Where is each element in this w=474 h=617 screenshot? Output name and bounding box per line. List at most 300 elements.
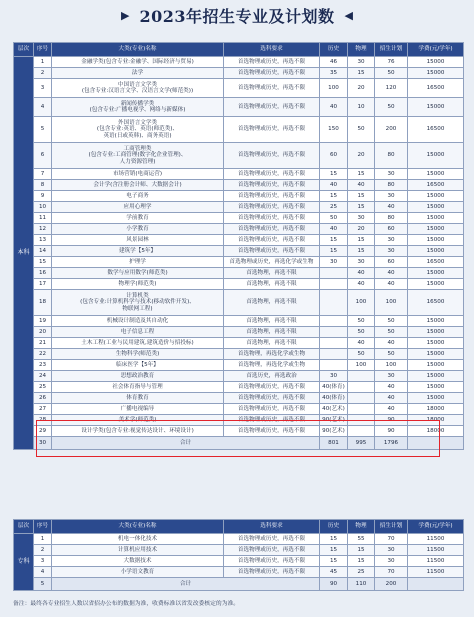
plan-count: 200 <box>375 117 408 143</box>
physics-count: 50 <box>348 349 375 360</box>
history-count <box>320 279 348 290</box>
footnote: 备注：最终各专业招生人数以省招办公布的数据为准，收费标准以省发改委核定的为准。 <box>13 601 240 607</box>
tuition-fee: 15000 <box>408 213 464 224</box>
history-count <box>320 290 348 316</box>
history-count: 40 <box>320 180 348 191</box>
row-number: 5 <box>34 117 52 143</box>
subject-requirement: 首选物理，再选不限 <box>224 268 320 279</box>
major-name: 外国语言文学类 (包含专业:英语、英语(师范类)、 英语(日或英韩)、商务英语) <box>52 117 224 143</box>
tuition-fee <box>408 578 464 591</box>
history-count <box>320 316 348 327</box>
subject-requirement: 首选物理或历史，再选不限 <box>224 57 320 68</box>
subject-requirement: 首选历史，再选政治 <box>224 371 320 382</box>
table-row <box>14 224 464 235</box>
table-row <box>14 290 464 316</box>
page-header <box>0 0 474 30</box>
subject-requirement: 首选物理或历史，再选不限 <box>224 79 320 98</box>
physics-count: 15 <box>348 235 375 246</box>
tuition-fee: 11500 <box>408 567 464 578</box>
physics-count <box>348 404 375 415</box>
major-name: 应用心理学 <box>52 202 224 213</box>
subject-requirement: 首选物理，再选化学或生物 <box>224 349 320 360</box>
column-header: 历史 <box>320 43 348 57</box>
tuition-fee: 18000 <box>408 426 464 437</box>
table-row <box>14 202 464 213</box>
row-number: 21 <box>34 338 52 349</box>
history-count <box>320 268 348 279</box>
tuition-fee: 15000 <box>408 268 464 279</box>
row-number: 29 <box>34 426 52 437</box>
history-count: 150 <box>320 117 348 143</box>
major-name: 小学语文教育 <box>52 567 224 578</box>
tuition-fee: 15000 <box>408 57 464 68</box>
subject-requirement: 首选物理或历史，再选不限 <box>224 393 320 404</box>
table-row <box>14 534 464 545</box>
tuition-fee <box>408 437 464 450</box>
plan-count: 40 <box>375 404 408 415</box>
history-count <box>320 327 348 338</box>
physics-total: 110 <box>348 578 375 591</box>
column-header: 选科要求 <box>224 520 320 534</box>
plan-count: 80 <box>375 213 408 224</box>
major-name: 体育教育 <box>52 393 224 404</box>
plan-count: 60 <box>375 257 408 268</box>
plan-count: 40 <box>375 382 408 393</box>
tuition-fee: 15000 <box>408 169 464 180</box>
physics-count: 40 <box>348 279 375 290</box>
major-name: 金融学类(包含专业:金融学、国际经济与贸易) <box>52 57 224 68</box>
tuition-fee: 16500 <box>408 257 464 268</box>
column-header: 层次 <box>14 520 34 534</box>
history-count: 15 <box>320 534 348 545</box>
row-number: 12 <box>34 224 52 235</box>
history-count <box>320 338 348 349</box>
history-count: 30 <box>320 371 348 382</box>
major-name: 设计学类(包含专业:视觉传达设计、环境设计) <box>52 426 224 437</box>
major-name: 中国语言文学类 (包含专业:汉语言文学、汉语言文学(师范类)) <box>52 79 224 98</box>
physics-count: 10 <box>348 98 375 117</box>
subject-requirement: 首选物理或历史，再选不限 <box>224 534 320 545</box>
table-header-row <box>14 520 464 534</box>
table-row <box>14 338 464 349</box>
table-row <box>14 382 464 393</box>
subject-requirement: 首选物理或历史，再选不限 <box>224 213 320 224</box>
major-name: 美术学(师范类) <box>52 415 224 426</box>
tuition-fee: 15000 <box>408 68 464 79</box>
table-row <box>14 404 464 415</box>
table-row <box>14 316 464 327</box>
major-name: 机械设计制造及其自动化 <box>52 316 224 327</box>
history-count: 90(艺术) <box>320 415 348 426</box>
subject-requirement: 首选物理或历史，再选不限 <box>224 382 320 393</box>
row-number: 2 <box>34 68 52 79</box>
plan-count: 70 <box>375 567 408 578</box>
tuition-fee: 15000 <box>408 327 464 338</box>
table-row <box>14 169 464 180</box>
total-label: 合计 <box>52 437 320 450</box>
physics-count <box>348 382 375 393</box>
major-name: 护理学 <box>52 257 224 268</box>
row-number: 15 <box>34 257 52 268</box>
physics-count: 20 <box>348 224 375 235</box>
physics-count <box>348 371 375 382</box>
major-name: 计算机类 (包含专业:计算机科学与技术(移动软件开发)、 物联网工程) <box>52 290 224 316</box>
row-number: 1 <box>34 534 52 545</box>
major-name: 数学与应用数学(师范类) <box>52 268 224 279</box>
physics-count: 15 <box>348 556 375 567</box>
table-header-row <box>14 43 464 57</box>
page-title: 2023年招生专业及计划数 <box>139 6 335 26</box>
plan-count: 100 <box>375 290 408 316</box>
tuition-fee: 11500 <box>408 545 464 556</box>
tuition-fee: 16500 <box>408 290 464 316</box>
subject-requirement: 首选物理或历史，再选不限 <box>224 202 320 213</box>
column-header: 学费(元/学年) <box>408 520 464 534</box>
subject-requirement: 首选物理，再选不限 <box>224 316 320 327</box>
table-row <box>14 556 464 567</box>
table-row <box>14 143 464 169</box>
subject-requirement: 首选物理，再选化学或生物 <box>224 360 320 371</box>
subject-requirement: 首选物理，再选不限 <box>224 327 320 338</box>
tuition-fee: 18000 <box>408 415 464 426</box>
plan-count: 50 <box>375 349 408 360</box>
tuition-fee: 15000 <box>408 246 464 257</box>
major-name: 计算机应用技术 <box>52 545 224 556</box>
table-row <box>14 257 464 268</box>
plan-count: 120 <box>375 79 408 98</box>
tuition-fee: 15000 <box>408 98 464 117</box>
tuition-fee: 15000 <box>408 143 464 169</box>
plan-count: 60 <box>375 224 408 235</box>
column-header: 物理 <box>348 520 375 534</box>
column-header: 序号 <box>34 520 52 534</box>
history-count: 46 <box>320 57 348 68</box>
tuition-fee: 15000 <box>408 202 464 213</box>
major-name: 学前教育 <box>52 213 224 224</box>
tuition-fee: 15000 <box>408 360 464 371</box>
physics-count: 20 <box>348 79 375 98</box>
plan-count: 90 <box>375 426 408 437</box>
major-name: 土木工程(工业与民用建筑,建筑造价与招投标) <box>52 338 224 349</box>
tuition-fee: 15000 <box>408 316 464 327</box>
row-number: 7 <box>34 169 52 180</box>
subject-requirement: 首选物理或历史，再选化学或生物 <box>224 257 320 268</box>
subject-requirement: 首选物理，再选不限 <box>224 338 320 349</box>
row-number: 8 <box>34 180 52 191</box>
history-total: 90 <box>320 578 348 591</box>
plan-count: 50 <box>375 98 408 117</box>
physics-count: 55 <box>348 534 375 545</box>
plan-count: 30 <box>375 545 408 556</box>
tuition-fee: 15000 <box>408 191 464 202</box>
table-row <box>14 191 464 202</box>
row-number: 28 <box>34 415 52 426</box>
table-row <box>14 180 464 191</box>
major-name: 新闻传播学类 (包含专业:广播电视学、网络与新媒体) <box>52 98 224 117</box>
physics-count: 15 <box>348 545 375 556</box>
table-row <box>14 117 464 143</box>
subject-requirement: 首选物理或历史，再选不限 <box>224 224 320 235</box>
plan-count: 70 <box>375 534 408 545</box>
history-count: 40(体育) <box>320 382 348 393</box>
column-header: 选科要求 <box>224 43 320 57</box>
physics-count: 50 <box>348 316 375 327</box>
tuition-fee: 11500 <box>408 556 464 567</box>
major-name: 物理学(师范类) <box>52 279 224 290</box>
table-row <box>14 79 464 98</box>
row-number: 16 <box>34 268 52 279</box>
subject-requirement: 首选物理或历史，再选不限 <box>224 117 320 143</box>
major-name: 建筑学【5年】 <box>52 246 224 257</box>
row-number: 30 <box>34 437 52 450</box>
history-count: 15 <box>320 169 348 180</box>
history-count: 45 <box>320 567 348 578</box>
major-name: 风景园林 <box>52 235 224 246</box>
table-row <box>14 393 464 404</box>
table-row <box>14 246 464 257</box>
physics-count: 40 <box>348 180 375 191</box>
history-count: 15 <box>320 246 348 257</box>
tuition-fee: 15000 <box>408 371 464 382</box>
physics-count: 15 <box>348 191 375 202</box>
major-name: 思想政治教育 <box>52 371 224 382</box>
major-name: 社会体育指导与管理 <box>52 382 224 393</box>
plan-count: 100 <box>375 360 408 371</box>
table-row <box>14 235 464 246</box>
plan-count: 30 <box>375 371 408 382</box>
row-number: 4 <box>34 567 52 578</box>
table-row <box>14 213 464 224</box>
row-number: 20 <box>34 327 52 338</box>
column-header: 序号 <box>34 43 52 57</box>
physics-count: 50 <box>348 117 375 143</box>
undergrad-plan-table <box>13 42 464 450</box>
subject-requirement: 首选物理或历史，再选不限 <box>224 98 320 117</box>
tuition-fee: 16500 <box>408 117 464 143</box>
plan-count: 40 <box>375 338 408 349</box>
tuition-fee: 16500 <box>408 180 464 191</box>
subject-requirement: 首选物理或历史，再选不限 <box>224 426 320 437</box>
row-number: 10 <box>34 202 52 213</box>
physics-count: 30 <box>348 57 375 68</box>
major-name: 会计学(含注册会计师、大数据会计) <box>52 180 224 191</box>
history-count: 35 <box>320 68 348 79</box>
subject-requirement: 首选物理或历史，再选不限 <box>224 180 320 191</box>
row-number: 25 <box>34 382 52 393</box>
row-number: 26 <box>34 393 52 404</box>
plan-count: 30 <box>375 191 408 202</box>
row-number: 2 <box>34 545 52 556</box>
plan-total: 200 <box>375 578 408 591</box>
major-name: 电子信息工程 <box>52 327 224 338</box>
history-count: 60 <box>320 143 348 169</box>
history-count: 90(艺术) <box>320 426 348 437</box>
table-row <box>14 545 464 556</box>
level-cell: 本科 <box>14 57 34 450</box>
plan-count: 40 <box>375 202 408 213</box>
tuition-fee: 15000 <box>408 279 464 290</box>
subject-requirement: 首选物理或历史，再选不限 <box>224 415 320 426</box>
physics-count: 50 <box>348 327 375 338</box>
tuition-fee: 15000 <box>408 349 464 360</box>
history-count: 25 <box>320 202 348 213</box>
table-row <box>14 268 464 279</box>
plan-count: 30 <box>375 246 408 257</box>
plan-count: 50 <box>375 68 408 79</box>
row-number: 4 <box>34 98 52 117</box>
plan-count: 30 <box>375 556 408 567</box>
subject-requirement: 首选物理或历史，再选不限 <box>224 68 320 79</box>
table-row <box>14 371 464 382</box>
subject-requirement: 首选物理或历史，再选不限 <box>224 169 320 180</box>
history-count <box>320 349 348 360</box>
major-name: 生物科学(师范类) <box>52 349 224 360</box>
column-header: 物理 <box>348 43 375 57</box>
physics-count: 25 <box>348 567 375 578</box>
history-count: 40(体育) <box>320 393 348 404</box>
major-name: 机电一体化技术 <box>52 534 224 545</box>
table-row <box>14 68 464 79</box>
plan-count: 80 <box>375 143 408 169</box>
history-count: 30 <box>320 257 348 268</box>
column-header: 层次 <box>14 43 34 57</box>
subject-requirement: 首选物理，再选不限 <box>224 290 320 316</box>
row-number: 6 <box>34 143 52 169</box>
plan-count: 30 <box>375 235 408 246</box>
tuition-fee: 15000 <box>408 338 464 349</box>
table-row <box>14 426 464 437</box>
history-count: 40 <box>320 224 348 235</box>
table-row <box>14 415 464 426</box>
physics-count: 15 <box>348 202 375 213</box>
major-name: 小学教育 <box>52 224 224 235</box>
history-count: 40(艺术) <box>320 404 348 415</box>
row-number: 13 <box>34 235 52 246</box>
major-name: 法学 <box>52 68 224 79</box>
physics-total: 995 <box>348 437 375 450</box>
row-number: 17 <box>34 279 52 290</box>
total-label: 合计 <box>52 578 320 591</box>
row-number: 23 <box>34 360 52 371</box>
plan-count: 76 <box>375 57 408 68</box>
column-header: 大类(专业)名称 <box>52 520 224 534</box>
subject-requirement: 首选物理或历史，再选不限 <box>224 404 320 415</box>
table-row <box>14 360 464 371</box>
plan-count: 40 <box>375 393 408 404</box>
row-number: 9 <box>34 191 52 202</box>
physics-count: 100 <box>348 290 375 316</box>
major-name: 广播电视编导 <box>52 404 224 415</box>
row-number: 18 <box>34 290 52 316</box>
tuition-fee: 15000 <box>408 235 464 246</box>
subject-requirement: 首选物理或历史，再选不限 <box>224 246 320 257</box>
physics-count: 15 <box>348 68 375 79</box>
table-row <box>14 567 464 578</box>
history-count: 15 <box>320 545 348 556</box>
total-row <box>14 578 464 591</box>
physics-count: 40 <box>348 268 375 279</box>
row-number: 11 <box>34 213 52 224</box>
history-count: 15 <box>320 191 348 202</box>
table-row <box>14 349 464 360</box>
row-number: 5 <box>34 578 52 591</box>
major-name: 市场营销(电商运营) <box>52 169 224 180</box>
plan-count: 50 <box>375 316 408 327</box>
triangle-left-icon: ◀ <box>344 8 353 22</box>
row-number: 3 <box>34 79 52 98</box>
subject-requirement: 首选物理或历史，再选不限 <box>224 235 320 246</box>
vocational-plan-table <box>13 519 464 591</box>
column-header: 学费(元/学年) <box>408 43 464 57</box>
history-count: 50 <box>320 213 348 224</box>
plan-count: 30 <box>375 169 408 180</box>
level-cell: 专科 <box>14 534 34 591</box>
plan-count: 40 <box>375 268 408 279</box>
plan-count: 50 <box>375 327 408 338</box>
physics-count: 30 <box>348 257 375 268</box>
physics-count <box>348 415 375 426</box>
major-name: 临床医学【5年】 <box>52 360 224 371</box>
history-count <box>320 360 348 371</box>
physics-count: 15 <box>348 169 375 180</box>
physics-count <box>348 426 375 437</box>
row-number: 22 <box>34 349 52 360</box>
subject-requirement: 首选物理或历史，再选不限 <box>224 567 320 578</box>
column-header: 历史 <box>320 520 348 534</box>
tuition-fee: 16500 <box>408 79 464 98</box>
history-total: 801 <box>320 437 348 450</box>
table-row <box>14 98 464 117</box>
major-name: 电子商务 <box>52 191 224 202</box>
history-count: 15 <box>320 556 348 567</box>
subject-requirement: 首选物理或历史，再选不限 <box>224 143 320 169</box>
total-row <box>14 437 464 450</box>
row-number: 3 <box>34 556 52 567</box>
column-header: 招生计划 <box>375 43 408 57</box>
table-row <box>14 279 464 290</box>
row-number: 14 <box>34 246 52 257</box>
history-count: 15 <box>320 235 348 246</box>
history-count: 100 <box>320 79 348 98</box>
row-number: 19 <box>34 316 52 327</box>
history-count: 40 <box>320 98 348 117</box>
plan-total: 1796 <box>375 437 408 450</box>
triangle-right-icon: ▶ <box>121 8 130 22</box>
physics-count: 20 <box>348 143 375 169</box>
physics-count <box>348 393 375 404</box>
major-name: 工商管理类 (包含专业:工商管理(数字化企业管理)、 人力资源管理) <box>52 143 224 169</box>
tuition-fee: 11500 <box>408 534 464 545</box>
physics-count: 100 <box>348 360 375 371</box>
plan-count: 80 <box>375 180 408 191</box>
tuition-fee: 15000 <box>408 382 464 393</box>
physics-count: 40 <box>348 338 375 349</box>
tuition-fee: 15000 <box>408 393 464 404</box>
table-row <box>14 327 464 338</box>
subject-requirement: 首选物理或历史，再选不限 <box>224 556 320 567</box>
table-row <box>14 57 464 68</box>
physics-count: 15 <box>348 246 375 257</box>
subject-requirement: 首选物理或历史，再选不限 <box>224 191 320 202</box>
plan-count: 90 <box>375 415 408 426</box>
major-name: 大数据技术 <box>52 556 224 567</box>
tuition-fee: 18000 <box>408 404 464 415</box>
column-header: 大类(专业)名称 <box>52 43 224 57</box>
row-number: 1 <box>34 57 52 68</box>
subject-requirement: 首选物理，再选不限 <box>224 279 320 290</box>
row-number: 24 <box>34 371 52 382</box>
subject-requirement: 首选物理或历史，再选不限 <box>224 545 320 556</box>
